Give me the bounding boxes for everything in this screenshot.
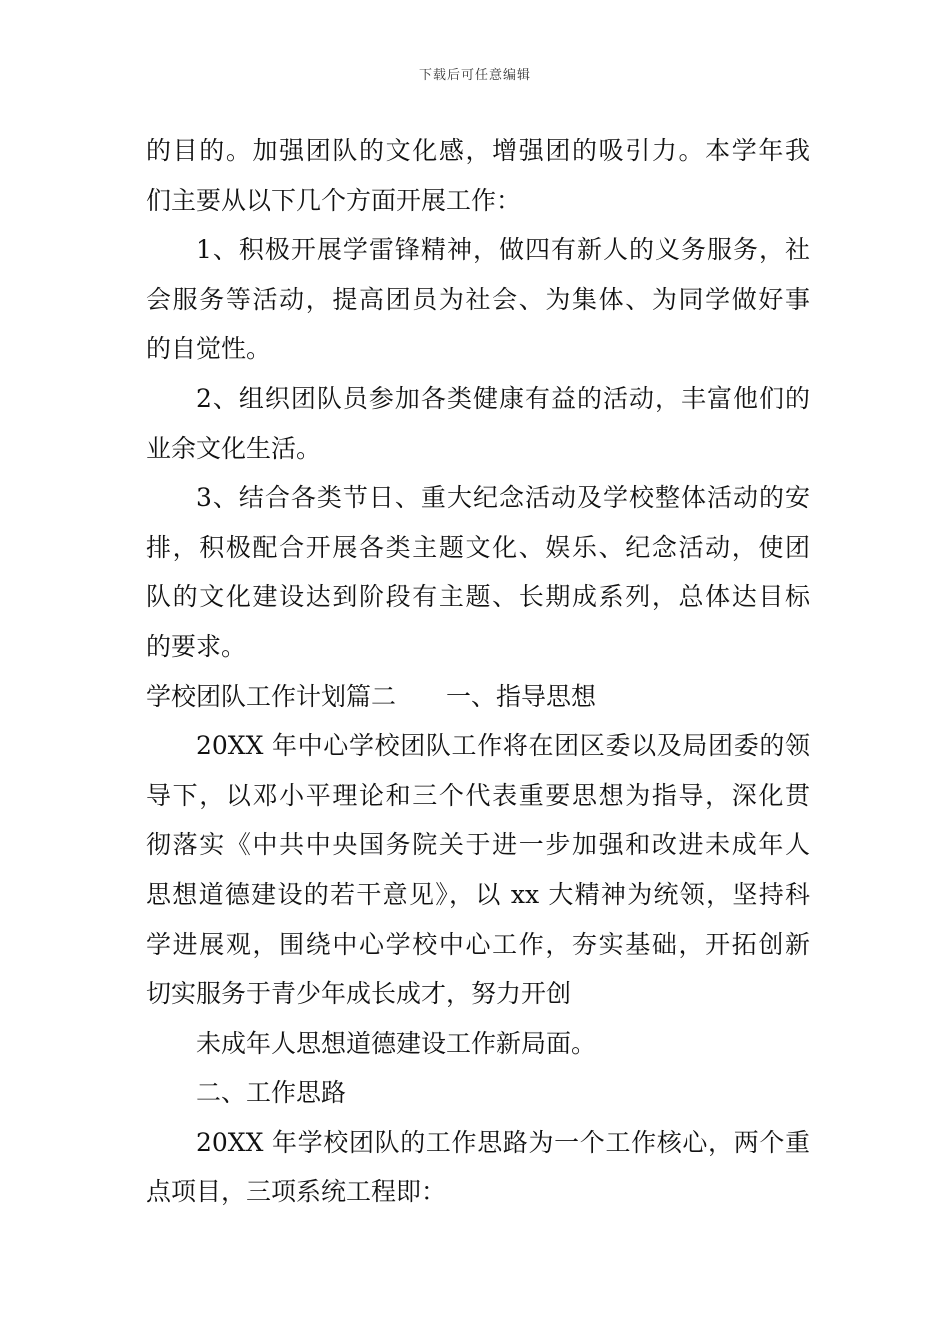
- text-line: 3、结合各类节日、重大纪念活动及学校整体活动的安: [196, 483, 810, 513]
- text-line: 排，积极配合开展各类主题文化、娱乐、纪念活动，使团: [146, 532, 810, 562]
- text-line: 业余文化生活。: [146, 433, 322, 463]
- text-line: 2、组织团队员参加各类健康有益的活动，丰富他们的: [196, 383, 810, 413]
- document-body: [146, 126, 810, 1217]
- page-header: 下载后可任意编辑: [418, 68, 531, 83]
- text-line: 学进展观，围绕中心学校中心工作，夯实基础，开拓创新: [146, 929, 810, 959]
- text-line: 点项目，三项系统工程即：: [146, 1177, 447, 1207]
- text-line: 的目的。加强团队的文化感，增强团的吸引力。本学年我: [146, 136, 810, 165]
- text-line: 二、工作思路: [196, 1078, 347, 1108]
- text-line: 彻落实《中共中央国务院关于进一步加强和改进未成年人: [146, 830, 810, 860]
- text-line: 的要求。: [146, 631, 247, 661]
- text-line: 未成年人思想道德建设工作新局面。: [196, 1028, 597, 1058]
- text-line: 思想道德建设的若干意见》，以 xx 大精神为统领，坚持科: [146, 879, 810, 909]
- text-line: 切实服务于青少年成长成才，努力开创: [146, 979, 572, 1009]
- text-line: 们主要从以下几个方面开展工作：: [146, 185, 522, 215]
- text-line: 1、积极开展学雷锋精神，做四有新人的义务服务，社: [196, 235, 810, 265]
- text-line: 的自觉性。: [146, 334, 272, 364]
- text-line: 20XX 年中心学校团队工作将在团区委以及局团委的领: [196, 731, 810, 761]
- text-line: 会服务等活动，提高团员为社会、为集体、为同学做好事: [146, 284, 810, 314]
- text-line: 20XX 年学校团队的工作思路为一个工作核心，两个重: [196, 1127, 810, 1157]
- text-line: 学校团队工作计划篇二 一、指导思想: [146, 681, 597, 711]
- text-line: 导下，以邓小平理论和三个代表重要思想为指导，深化贯: [146, 780, 810, 810]
- text-line: 队的文化建设达到阶段有主题、长期成系列，总体达目标: [146, 582, 810, 612]
